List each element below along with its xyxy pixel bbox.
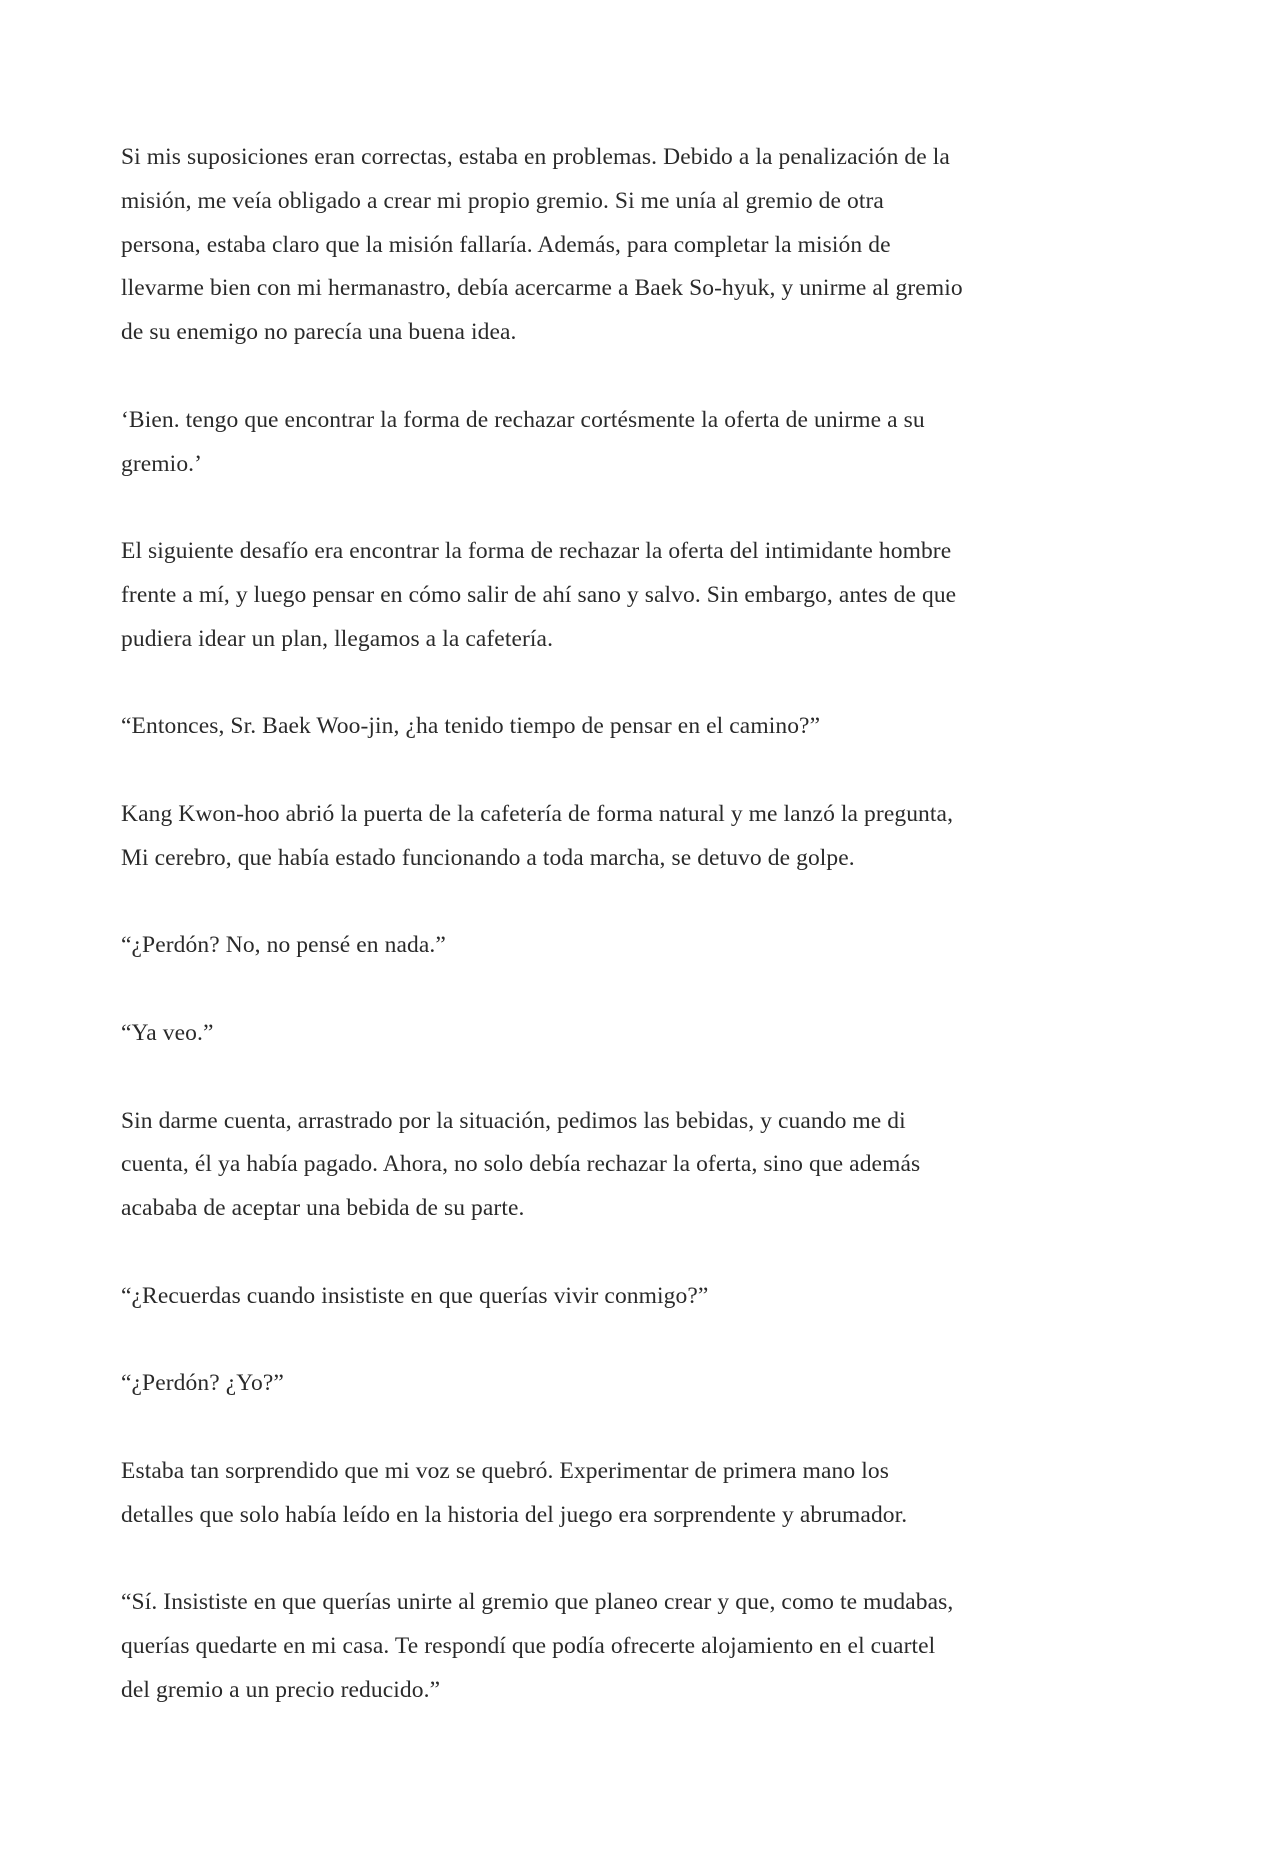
- text-line: “Ya veo.”: [121, 1019, 214, 1046]
- text-line: acababa de aceptar una bebida de su parte.: [121, 1195, 525, 1222]
- text-line: “¿Recuerdas cuando insististe en que querías vivir conmigo?”: [121, 1282, 709, 1309]
- text-line: El siguiente desafío era encontrar la forma de rechazar la oferta del intimidante hombre: [121, 538, 952, 565]
- paragraph: [121, 1581, 1221, 1712]
- text-line: gremio.’: [121, 450, 203, 477]
- paragraph: [121, 1450, 1221, 1538]
- text-line: “Sí. Insististe en que querías unirte al gremio que planeo crear y que, como te mudabas,: [121, 1589, 954, 1616]
- paragraph: [121, 1275, 1221, 1319]
- text-line: Sin darme cuenta, arrastrado por la situación, pedimos las bebidas, y cuando me di: [121, 1107, 906, 1134]
- text-line: querías quedarte en mi casa. Te respondí que podía ofrecerte alojamiento en el cuartel: [121, 1633, 936, 1660]
- text-line: Kang Kwon-hoo abrió la puerta de la cafetería de forma natural y me lanzó la pregunta,: [121, 800, 954, 827]
- text-line: Mi cerebro, que había estado funcionando a toda marcha, se detuvo de golpe.: [121, 844, 855, 871]
- paragraph: [121, 705, 1221, 749]
- text-line: “¿Perdón? ¿Yo?”: [121, 1370, 284, 1397]
- text-line: de su enemigo no parecía una buena idea.: [121, 319, 517, 346]
- text-line: misión, me veía obligado a crear mi propio gremio. Si me unía al gremio de otra: [121, 187, 884, 214]
- paragraph: [121, 530, 1221, 661]
- text-line: persona, estaba claro que la misión fallaría. Además, para completar la misión de: [121, 231, 891, 258]
- text-line: Si mis suposiciones eran correctas, estaba en problemas. Debido a la penalización de la: [121, 144, 950, 170]
- text-line: del gremio a un precio reducido.”: [121, 1676, 441, 1703]
- paragraph: [121, 924, 1221, 968]
- text-line: pudiera idear un plan, llegamos a la cafetería.: [121, 625, 554, 652]
- text-line: cuenta, él ya había pagado. Ahora, no solo debía rechazar la oferta, sino que además: [121, 1151, 921, 1178]
- text-line: “¿Perdón? No, no pensé en nada.”: [121, 932, 446, 959]
- paragraph: [121, 1362, 1221, 1406]
- text-line: frente a mí, y luego pensar en cómo salir de ahí sano y salvo. Sin embargo, antes de que: [121, 581, 957, 608]
- text-line: llevarme bien con mi hermanastro, debía acercarme a Baek So-hyuk, y unirme al gremio: [121, 275, 963, 302]
- text-line: “Entonces, Sr. Baek Woo-jin, ¿ha tenido tiempo de pensar en el camino?”: [121, 713, 821, 740]
- paragraph: [121, 399, 1221, 487]
- paragraph: [121, 1012, 1221, 1056]
- text-line: Estaba tan sorprendido que mi voz se quebró. Experimentar de primera mano los: [121, 1457, 889, 1484]
- text-line: detalles que solo había leído en la historia del juego era sorprendente y abrumador.: [121, 1501, 908, 1528]
- paragraph: [121, 136, 1221, 355]
- text-line: ‘Bien. tengo que encontrar la forma de rechazar cortésmente la oferta de unirme a su: [121, 406, 925, 433]
- paragraph: [121, 1100, 1221, 1231]
- paragraph: [121, 793, 1221, 881]
